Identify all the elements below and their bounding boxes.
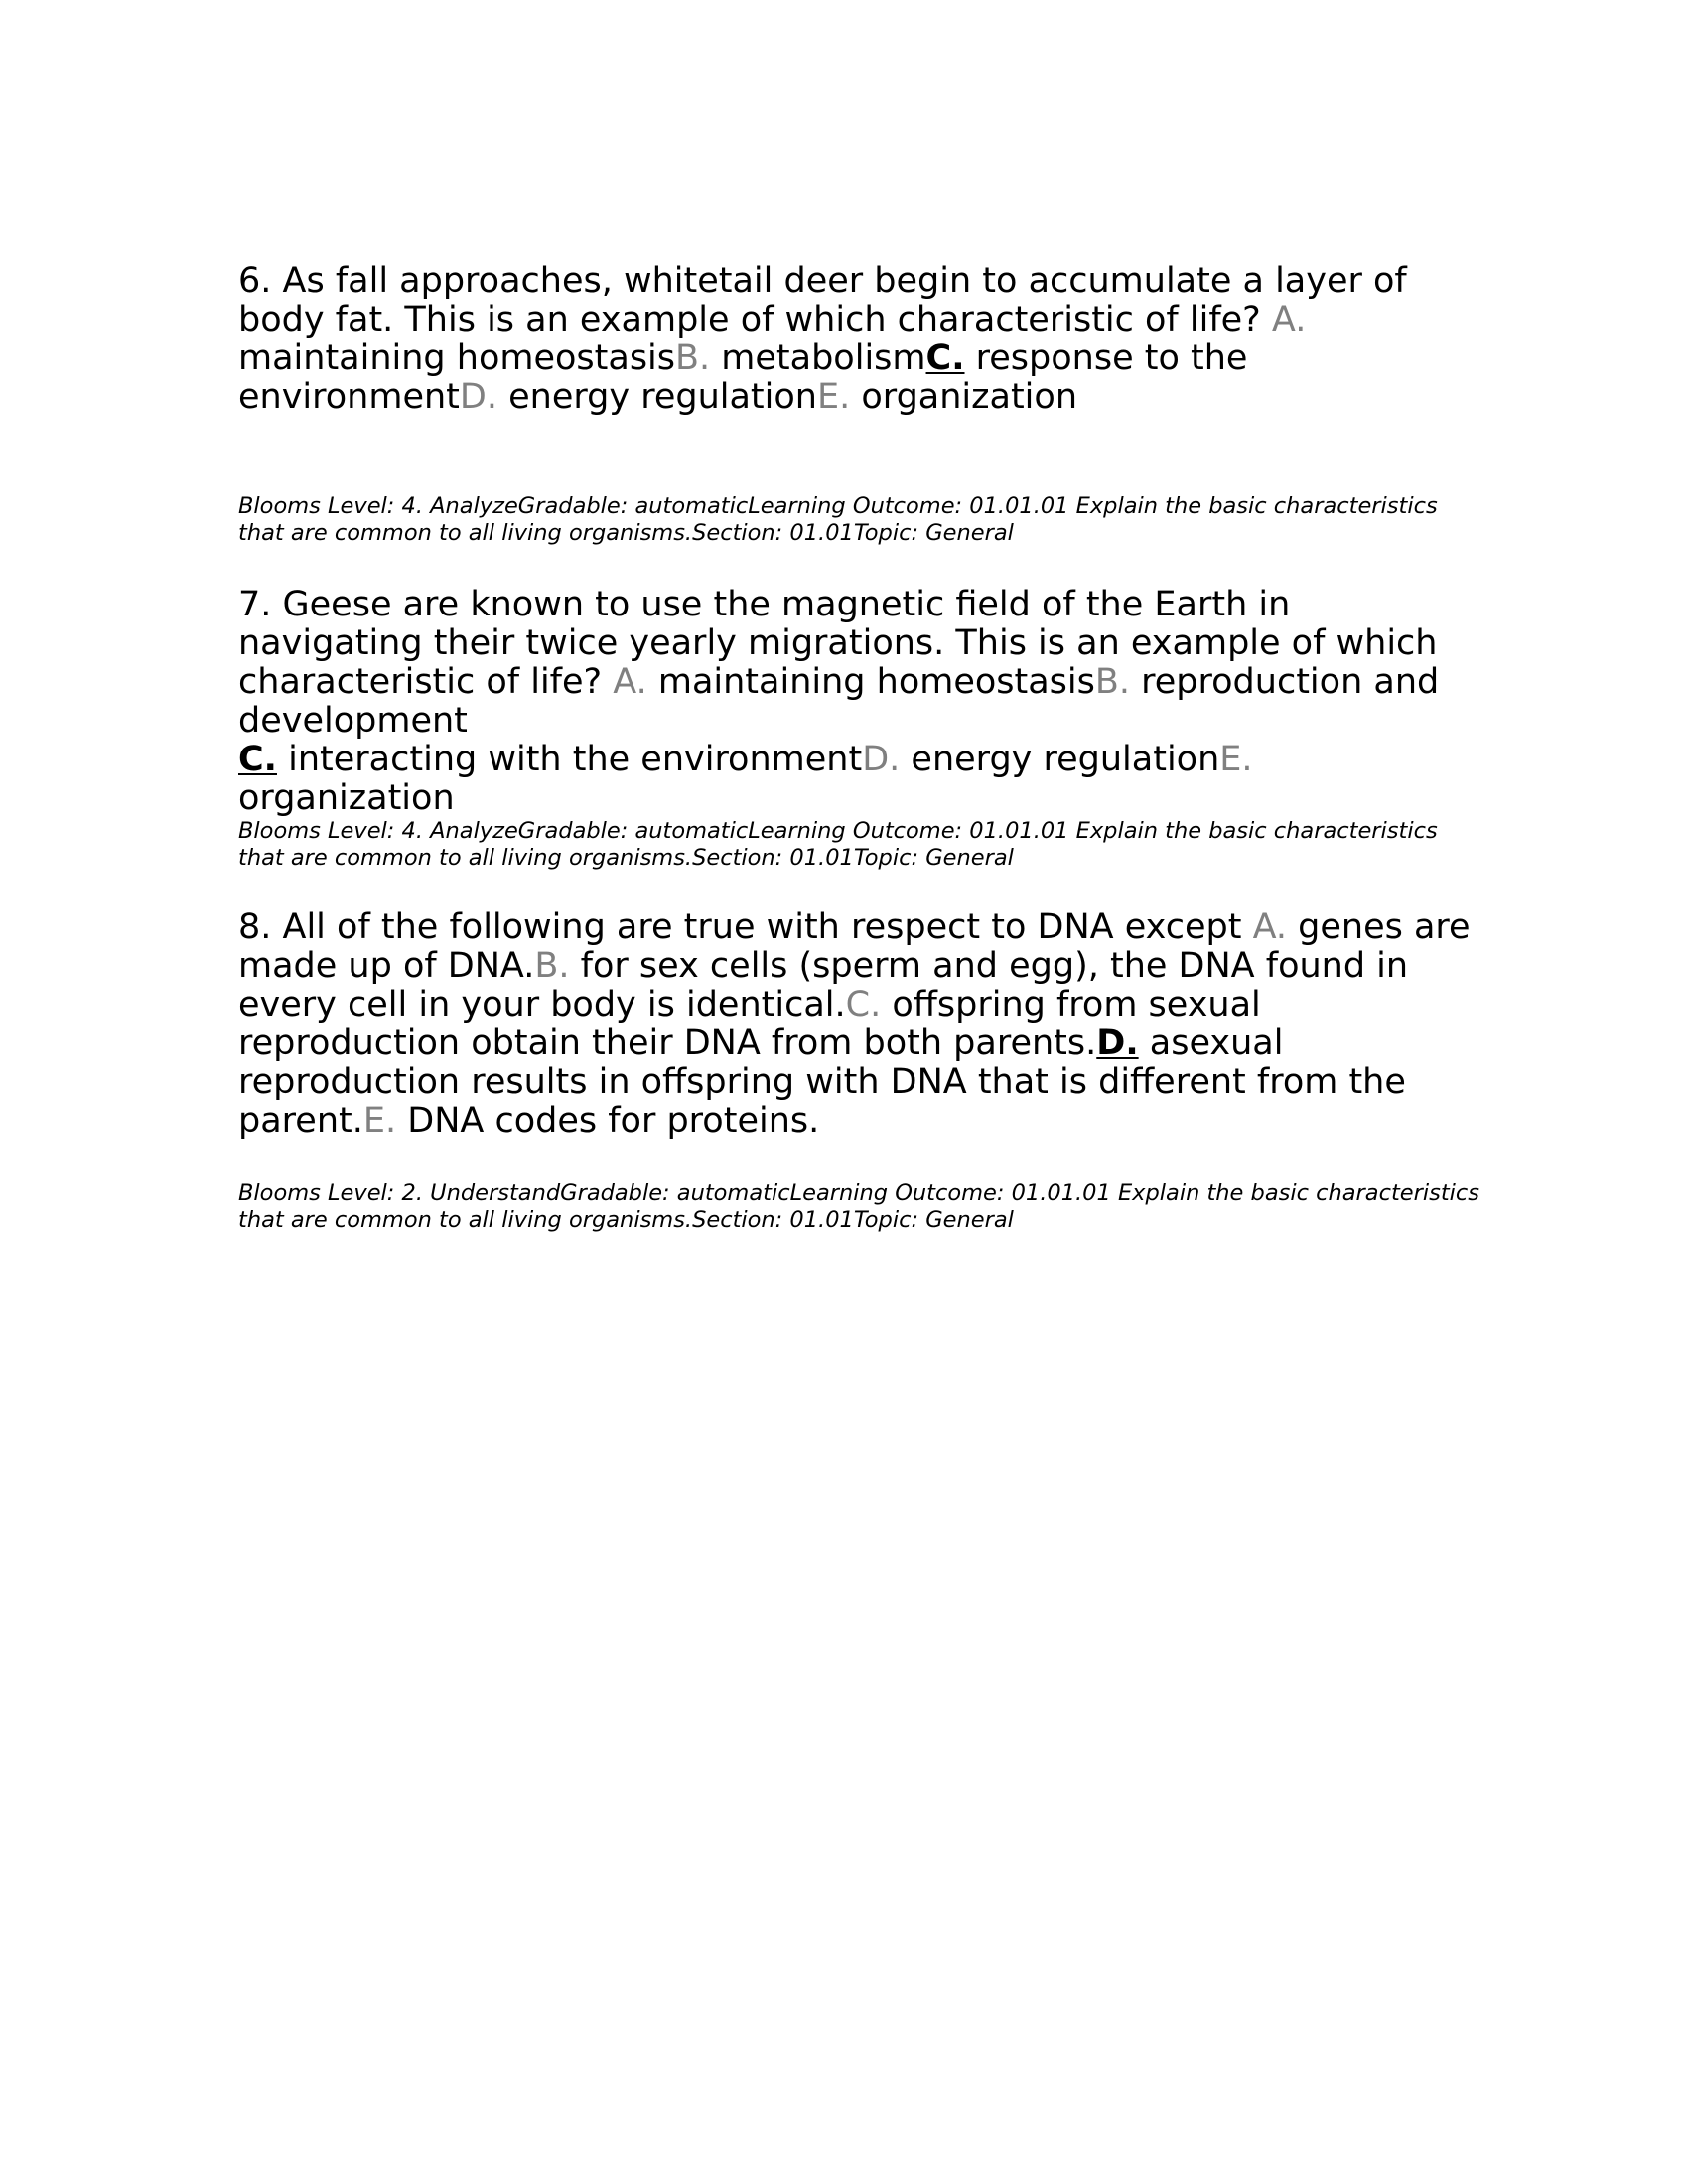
option-letter-a: A. [1271, 300, 1307, 340]
option-text-d: asexual reproduction results in offspring with DNA that is different from the parent. [238, 1024, 1406, 1141]
option-letter-b: B. [534, 946, 570, 986]
option-text-e: organization [238, 778, 455, 818]
option-text-b: metabolism [721, 339, 926, 378]
option-letter-e: E. [816, 377, 851, 417]
question-text [238, 586, 1479, 818]
correct-option-letter-c: C. [925, 339, 965, 378]
option-text-e: organization [861, 377, 1077, 417]
question-8 [238, 908, 1479, 1141]
question-6-metadata: Blooms Level: 4. AnalyzeGradable: automaticLearning Outcome: 01.01.01 Explain the basic characteristics that are common to all living organisms.Section: 01.01Topic: General [238, 493, 1438, 546]
option-text-d: energy regulation [911, 740, 1220, 779]
option-text-b: reproduction and development [238, 662, 1440, 741]
option-letter-d: D. [459, 377, 497, 417]
question-6 [238, 262, 1479, 417]
option-letter-d: D. [862, 740, 901, 779]
question-text [238, 262, 1479, 417]
option-letter-b: B. [675, 339, 711, 378]
option-text-a: maintaining homeostasis [657, 662, 1095, 702]
question-stem: 6. As fall approaches, whitetail deer begin to accumulate a layer of body fat. This is an example of which characteristic of life? [238, 261, 1407, 340]
option-text-a: maintaining homeostasis [238, 339, 676, 378]
correct-option-letter-c: C. [238, 740, 277, 779]
option-text-b: for sex cells (sperm and egg), the DNA found in every cell in your body is identical. [238, 946, 1409, 1024]
question-7 [238, 586, 1479, 818]
option-text-a: genes are made up of DNA. [238, 907, 1471, 986]
option-letter-a: A. [1252, 907, 1288, 947]
question-stem: 7. Geese are known to use the magnetic field of the Earth in navigating their twice yearly migrations. This is an example of which characteristic of life? [238, 585, 1438, 702]
question-8-metadata: Blooms Level: 2. UnderstandGradable: automaticLearning Outcome: 01.01.01 Explain the basic characteristics that are common to all living organisms.Section: 01.01Topic: General [238, 1180, 1480, 1233]
option-text-c: response to the environment [238, 339, 1248, 417]
option-letter-c: C. [845, 985, 882, 1024]
option-letter-e: E. [362, 1101, 397, 1141]
option-text-e: DNA codes for proteins. [407, 1101, 820, 1141]
option-text-c: offspring from sexual reproduction obtain their DNA from both parents. [238, 985, 1261, 1063]
question-7-metadata: Blooms Level: 4. AnalyzeGradable: automaticLearning Outcome: 01.01.01 Explain the basic characteristics that are common to all living organisms.Section: 01.01Topic: General [238, 818, 1438, 871]
option-text-c: interacting with the environment [288, 740, 863, 779]
question-text [238, 908, 1479, 1141]
question-stem: 8. All of the following are true with respect to DNA except [238, 907, 1242, 947]
correct-option-letter-d: D. [1096, 1024, 1139, 1063]
option-letter-b: B. [1094, 662, 1131, 702]
option-letter-a: A. [613, 662, 647, 702]
option-text-d: energy regulation [508, 377, 817, 417]
option-letter-e: E. [1219, 740, 1253, 779]
